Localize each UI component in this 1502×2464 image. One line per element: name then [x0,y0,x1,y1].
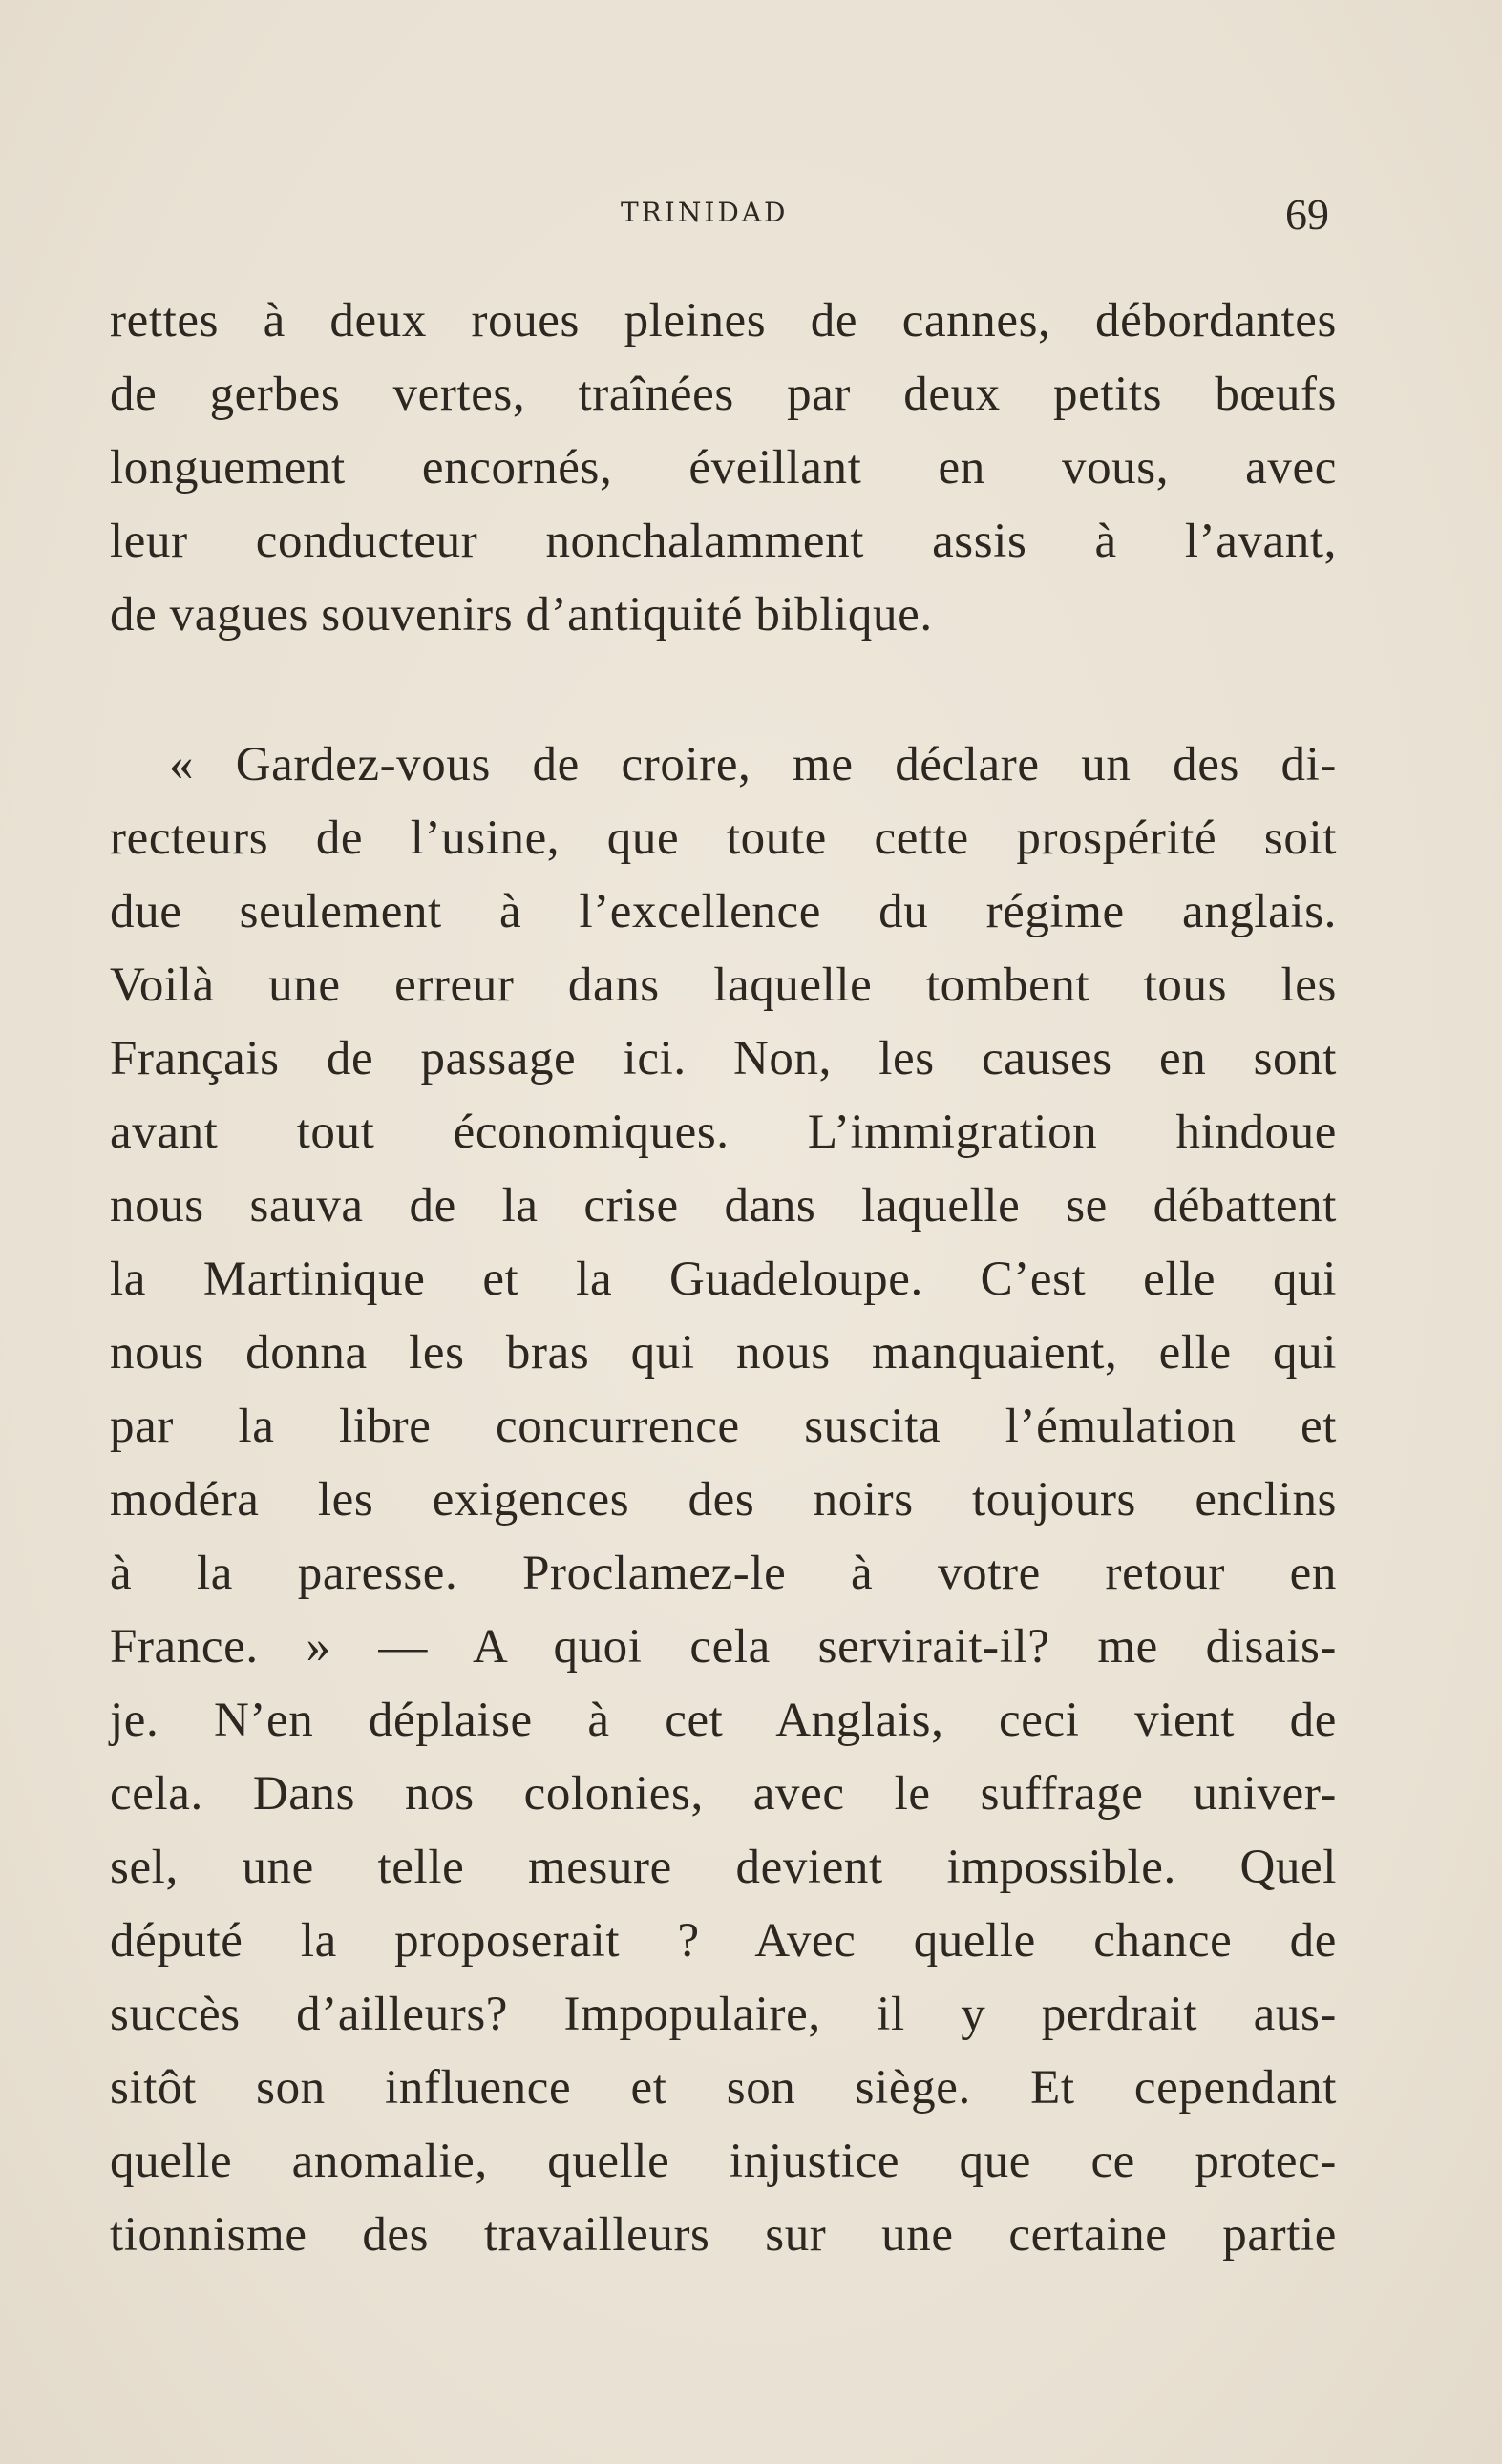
text-line: France. » — A quoi cela servirait-il? me disais- [110,1620,1337,1674]
text-line: député la proposerait ? Avec quelle chance de [110,1914,1337,1968]
text-line: je. N’en déplaise à cet Anglais, ceci vient de [110,1694,1337,1747]
text-line: nous donna les bras qui nous manquaient, elle qui [110,1326,1337,1379]
page-number: 69 [1285,190,1329,239]
text-line: cela. Dans nos colonies, avec le suffrage univer- [110,1767,1337,1821]
text-line: quelle anomalie, quelle injustice que ce protec- [110,2135,1337,2188]
paragraph-2 [110,728,1337,2272]
text-line: de gerbes vertes, traînées par deux petits bœufs [110,368,1337,421]
body-text [110,284,1337,2272]
text-line: recteurs de l’usine, que toute cette prospérité soit [110,811,1337,865]
text-line: tionnisme des travailleurs sur une certaine partie [110,2208,1337,2262]
text-line: leur conducteur nonchalamment assis à l’avant, [110,515,1337,568]
text-line: rettes à deux roues pleines de cannes, débordantes [110,294,1337,347]
running-head [0,190,1502,239]
text-line: par la libre concurrence suscita l’émulation et [110,1400,1337,1453]
paragraph-gap [110,652,1337,728]
text-line: due seulement à l’excellence du régime anglais. [110,885,1337,938]
text-line: de vagues souvenirs d’antiquité biblique. [110,588,933,642]
text-line: nous sauva de la crise dans laquelle se débattent [110,1179,1337,1232]
text-line: avant tout économiques. L’immigration hindoue [110,1106,1337,1159]
text-line: « Gardez-vous de croire, me déclare un des di- [169,738,1337,791]
text-line: sitôt son influence et son siège. Et cependant [110,2061,1337,2115]
text-line: la Martinique et la Guadeloupe. C’est elle qui [110,1253,1337,1306]
text-line: sel, une telle mesure devient impossible. Quel [110,1841,1337,1894]
text-line: longuement encornés, éveillant en vous, avec [110,441,1337,495]
text-line: Voilà une erreur dans laquelle tombent tous les [110,958,1337,1012]
paragraph-1 [110,284,1337,652]
text-line: à la paresse. Proclamez-le à votre retour en [110,1547,1337,1600]
text-line: modéra les exigences des noirs toujours enclins [110,1473,1337,1527]
text-line: Français de passage ici. Non, les causes en sont [110,1032,1337,1085]
running-title: TRINIDAD [621,197,789,228]
text-line: succès d’ailleurs? Impopulaire, il y perdrait aus- [110,1988,1337,2041]
